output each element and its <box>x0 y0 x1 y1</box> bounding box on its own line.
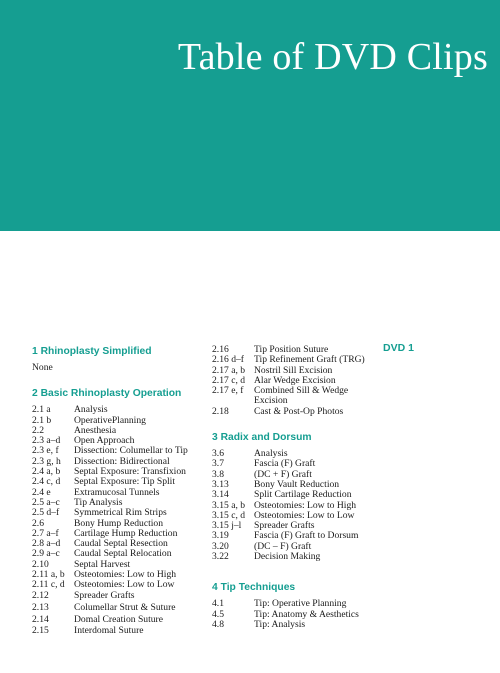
clip-title: Tip: Operative Planning <box>254 598 347 610</box>
clip-number: 3.7 <box>212 458 224 470</box>
clip-title: Anesthesia <box>74 424 117 436</box>
clip-title: Columellar Strut & Suture <box>74 601 176 613</box>
toc-entry[interactable] <box>32 591 200 601</box>
toc-entry[interactable] <box>212 620 372 630</box>
dvd-label: DVD 1 <box>383 342 414 354</box>
clip-title: Spreader Grafts <box>74 589 135 601</box>
clip-number: 4.8 <box>212 618 224 630</box>
clip-number: 2.1 b <box>32 414 52 426</box>
clip-title: Fascia (F) Graft <box>254 458 316 470</box>
clip-title: Tip Analysis <box>74 496 123 508</box>
clip-number: 2.5 a–c <box>32 496 60 508</box>
clip-title: Osteotomies: Low to Low <box>74 579 175 591</box>
clip-title: Bony Vault Reduction <box>254 478 340 490</box>
clip-number: 2.16 d–f <box>212 354 244 366</box>
clip-title: Caudal Septal Relocation <box>74 548 172 560</box>
toc-entry[interactable] <box>212 386 372 407</box>
clip-number: 2.11 c, d <box>32 579 65 591</box>
clip-title: Cartilage Hump Reduction <box>74 527 178 539</box>
clip-number: 2.18 <box>212 405 229 417</box>
section-heading: 4 Tip Techniques <box>212 582 296 594</box>
clip-number: 2.3 g, h <box>32 455 61 467</box>
section-heading: 2 Basic Rhinoplasty Operation <box>32 388 182 400</box>
clip-title: Cast & Post-Op Photos <box>254 405 344 417</box>
clip-number: 3.13 <box>212 478 229 490</box>
clip-number: 2.3 e, f <box>32 445 59 457</box>
clip-title: Domal Creation Suture <box>74 614 163 626</box>
clip-title: Tip Refinement Graft (TRG) <box>254 354 365 366</box>
clip-number: 4.1 <box>212 598 224 610</box>
section-note: None <box>32 362 53 373</box>
clip-title: Fascia (F) Graft to Dorsum <box>254 530 359 542</box>
clip-number: 2.4 c, d <box>32 476 61 488</box>
clip-number: 2.5 d–f <box>32 507 60 519</box>
clip-number: 2.17 c, d <box>212 374 246 386</box>
toc-entry[interactable] <box>32 416 200 426</box>
clip-number: 2.10 <box>32 558 49 570</box>
clip-title: OperativePlanning <box>74 414 146 426</box>
clip-title: Osteotomies: Low to Low <box>254 509 355 521</box>
clip-title: Nostril Sill Excision <box>254 364 333 376</box>
clip-number: 2.2 <box>32 424 44 436</box>
page-title: Table of DVD Clips <box>177 36 488 78</box>
clip-title: Extramucosal Tunnels <box>74 486 160 498</box>
clip-title: Spreader Grafts <box>254 520 315 532</box>
toc-entry[interactable] <box>32 603 200 613</box>
clip-number: 3.15 j–l <box>212 520 242 532</box>
clip-number: 3.22 <box>212 551 229 563</box>
clip-number: 2.15 <box>32 624 49 636</box>
clip-title: Tip: Analysis <box>254 618 306 630</box>
clip-title: Analysis <box>254 448 288 460</box>
toc-entry[interactable] <box>32 626 200 636</box>
clip-number: 2.12 <box>32 589 49 601</box>
clip-number: 2.16 <box>212 344 229 355</box>
section-heading: 3 Radix and Dorsum <box>212 432 312 444</box>
clip-title: Decision Making <box>254 551 321 563</box>
clip-title: Caudal Septal Resection <box>74 538 168 550</box>
clip-title: Dissection: Bidirectional <box>74 455 170 467</box>
clip-number: 2.14 <box>32 614 49 626</box>
clip-number: 2.3 a–d <box>32 435 61 447</box>
clip-title: Tip Position Suture <box>254 344 329 355</box>
clip-number: 2.1 a <box>32 404 51 416</box>
clip-number: 3.19 <box>212 530 229 542</box>
toc-entry[interactable] <box>32 615 200 625</box>
clip-title: Split Cartilage Reduction <box>254 489 352 501</box>
header-banner <box>0 0 500 231</box>
clip-number: 3.15 a, b <box>212 499 246 511</box>
clip-title: Dissection: Columellar to Tip <box>74 445 188 457</box>
clip-number: 2.11 a, b <box>32 569 65 581</box>
clip-number: 3.14 <box>212 489 229 501</box>
clip-title: (DC + F) Graft <box>254 468 312 480</box>
clip-number: 3.8 <box>212 468 224 480</box>
clip-number: 2.17 e, f <box>212 385 244 397</box>
clip-number: 3.6 <box>212 448 224 460</box>
clip-title: Interdomal Suture <box>74 624 144 636</box>
clip-title: Bony Hump Reduction <box>74 517 164 529</box>
section-heading: 1 Rhinoplasty Simplified <box>32 346 152 357</box>
clip-title: Septal Exposure: Transfixion <box>74 466 186 478</box>
clip-number: 3.20 <box>212 540 229 552</box>
clip-title: Analysis <box>74 404 108 416</box>
clip-number: 2.6 <box>32 517 44 529</box>
toc-entry[interactable] <box>212 552 372 562</box>
clip-title: Osteotomies: Low to High <box>74 569 177 581</box>
clip-number: 2.9 a–c <box>32 548 60 560</box>
clip-title: Septal Harvest <box>74 558 131 570</box>
clip-title: Osteotomies: Low to High <box>254 499 357 511</box>
clip-number: 2.13 <box>32 601 49 613</box>
clip-title: Open Approach <box>74 435 135 447</box>
clip-number: 2.4 e <box>32 486 51 498</box>
clip-title: Tip: Anatomy & Aesthetics <box>254 608 359 620</box>
clip-title: (DC – F) Graft <box>254 540 312 552</box>
clip-title: Symmetrical Rim Strips <box>74 507 167 519</box>
clip-title: Alar Wedge Excision <box>254 374 336 386</box>
clip-title: Septal Exposure: Tip Split <box>74 476 176 488</box>
toc-entry[interactable] <box>212 407 372 417</box>
clip-number: 3.15 c, d <box>212 509 246 521</box>
toc-middle-column <box>212 345 372 630</box>
clip-number: 2.8 a–d <box>32 538 61 550</box>
clip-number: 4.5 <box>212 608 224 620</box>
clip-title: Combined Sill & Wedge Excision <box>254 385 349 407</box>
clip-number: 2.7 a–f <box>32 527 59 539</box>
clip-number: 2.4 a, b <box>32 466 61 478</box>
toc-left-column <box>32 345 200 636</box>
clip-number: 2.17 a, b <box>212 364 246 376</box>
